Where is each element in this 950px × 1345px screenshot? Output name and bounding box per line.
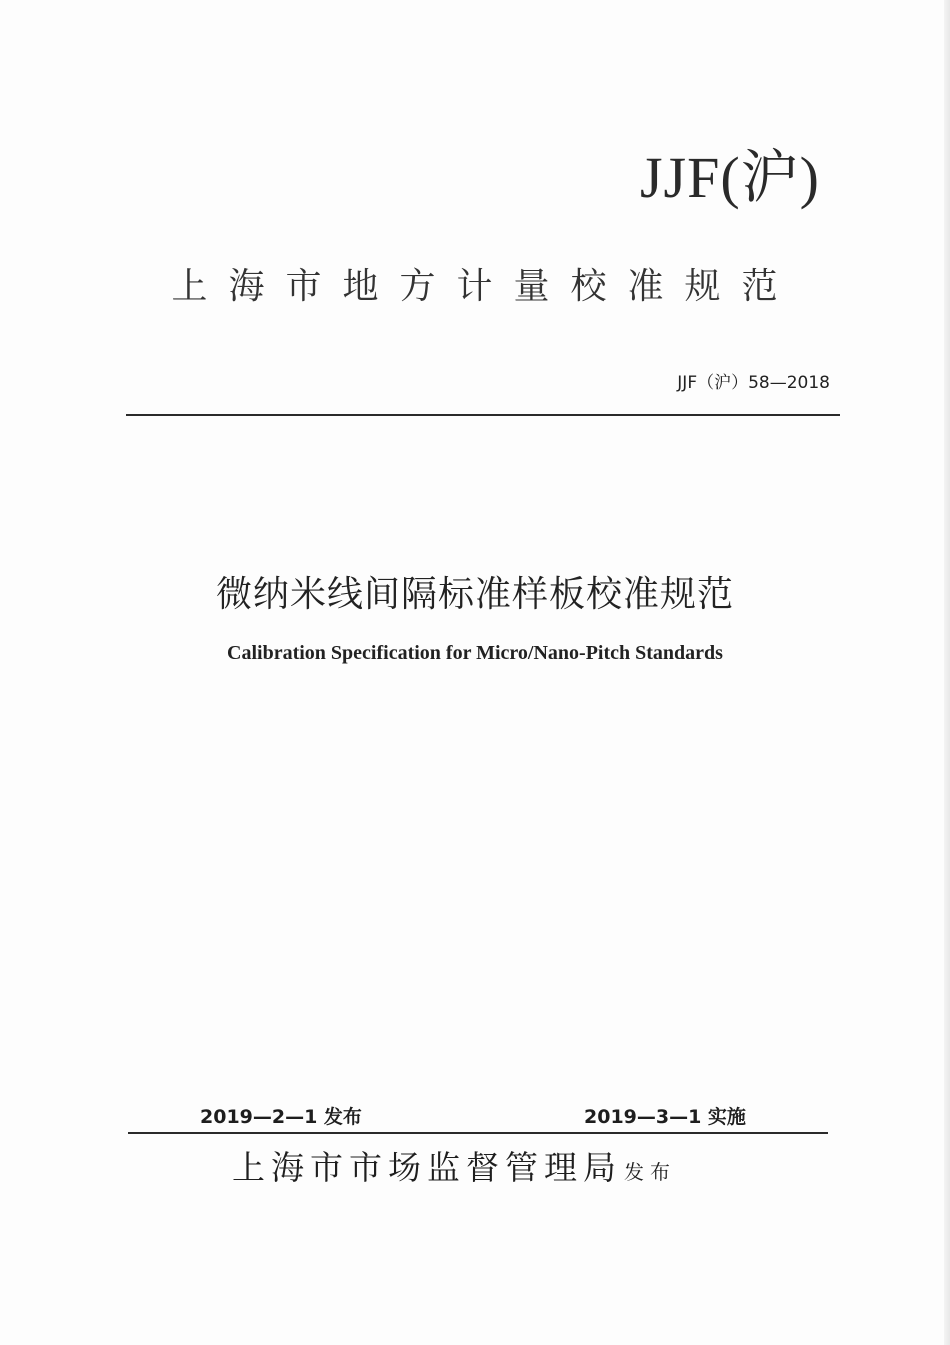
document-title-english: Calibration Specification for Micro/Nano-Pitch Standards (227, 642, 723, 664)
issuer-line (232, 1142, 676, 1189)
issuer-suffix: 发布 (624, 1160, 676, 1184)
document-number: JJF（沪）58—2018 (677, 373, 830, 393)
scan-edge (944, 0, 950, 1345)
bottom-divider (128, 1132, 828, 1134)
series-mark: JJF(沪) (639, 145, 820, 210)
top-divider (126, 414, 840, 416)
series-title: 上海市地方计量校准规范 (171, 266, 799, 307)
effective-date: 2019—3—1 实施 (584, 1106, 746, 1128)
issuer-name: 上海市市场监督管理局 (232, 1148, 622, 1187)
document-title-chinese: 微纳米线间隔标准样板校准规范 (215, 574, 734, 615)
issue-date: 2019—2—1 发布 (200, 1106, 362, 1128)
